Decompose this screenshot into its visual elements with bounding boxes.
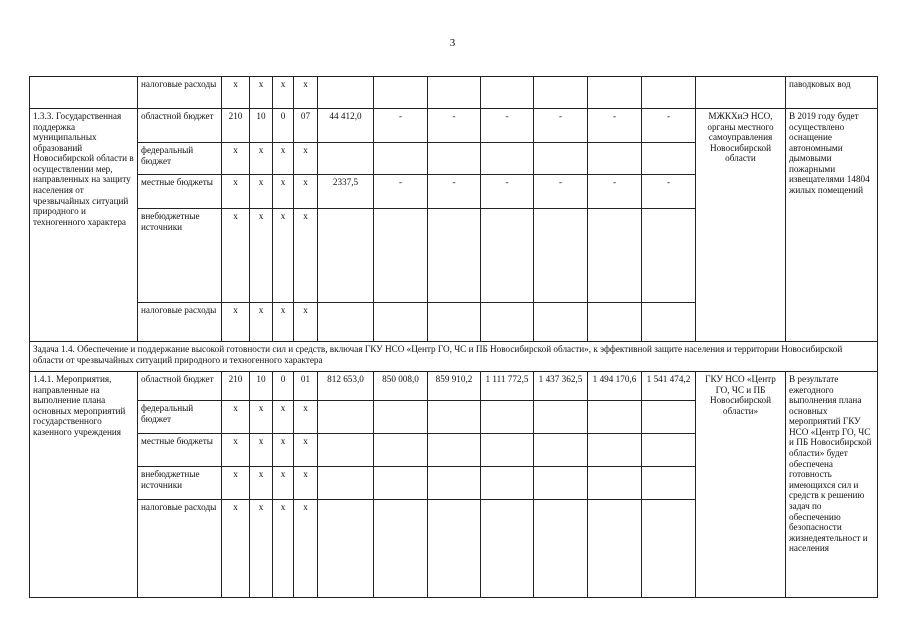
funding-source: местные бюджеты: [138, 434, 222, 467]
budget-code: х: [273, 209, 294, 303]
year-value: [534, 467, 588, 500]
funding-source: федеральный бюджет: [138, 143, 222, 175]
budget-code: х: [250, 401, 273, 434]
year-value: [318, 401, 374, 434]
expected-result: паводковых вод: [786, 77, 878, 109]
budget-code: х: [294, 434, 318, 467]
measure-title: [30, 77, 138, 109]
year-value: [534, 143, 588, 175]
expected-result: В 2019 году будет осуществлено оснащение автономными дымовыми пожарными извещателями 14804 жилых помещений: [786, 109, 878, 342]
year-value: -: [374, 109, 428, 143]
funding-source: внебюджетные источники: [138, 209, 222, 303]
funding-source: налоговые расходы: [138, 500, 222, 598]
budget-code: х: [250, 143, 273, 175]
year-value: 1 111 772,5: [481, 372, 534, 401]
year-value: [534, 209, 588, 303]
year-value: [642, 434, 696, 467]
year-value: -: [534, 109, 588, 143]
budget-code: х: [222, 434, 250, 467]
budget-code: 210: [222, 109, 250, 143]
table-body: [30, 77, 878, 598]
budget-code: х: [222, 401, 250, 434]
program-table: [29, 76, 878, 598]
executor: [696, 77, 786, 109]
budget-code: 10: [250, 372, 273, 401]
budget-code: х: [273, 401, 294, 434]
year-value: [534, 401, 588, 434]
budget-code: х: [294, 467, 318, 500]
year-value: [428, 467, 481, 500]
budget-code: х: [294, 175, 318, 209]
budget-code: х: [294, 77, 318, 109]
year-value: [428, 77, 481, 109]
executor: ГКУ НСО «Центр ГО, ЧС и ПБ Новосибирской области»: [696, 372, 786, 598]
measure-title: 1.4.1. Мероприятия, направленные на выполнение плана основных мероприятий государственного казенного учреждения: [30, 372, 138, 598]
year-value: [534, 77, 588, 109]
year-value: [318, 434, 374, 467]
year-value: -: [588, 175, 642, 209]
year-value: [428, 143, 481, 175]
year-value: [481, 434, 534, 467]
year-value: [374, 143, 428, 175]
budget-code: х: [273, 467, 294, 500]
year-value: [374, 209, 428, 303]
budget-code: х: [222, 143, 250, 175]
budget-code: х: [273, 434, 294, 467]
budget-code: х: [222, 467, 250, 500]
expected-result: В результате ежегодного выполнения плана основных мероприятий ГКУ НСО «Центр ГО, ЧС и ПБ Новосибирской области» будет обеспечена готовность имеющихся сил и средств к решению задач по обеспечению безопасности жизнедеятельност и населения: [786, 372, 878, 598]
year-value: [428, 401, 481, 434]
budget-code: х: [294, 500, 318, 598]
year-value: -: [642, 109, 696, 143]
budget-code: х: [273, 500, 294, 598]
budget-code: х: [294, 209, 318, 303]
budget-code: х: [250, 467, 273, 500]
year-value: 44 412,0: [318, 109, 374, 143]
year-value: 812 653,0: [318, 372, 374, 401]
year-value: [374, 467, 428, 500]
year-value: [428, 434, 481, 467]
task-heading: Задача 1.4. Обеспечение и поддержание высокой готовности сил и средств, включая ГКУ НСО «Центр ГО, ЧС и ПБ Новосибирской области», к эффективной защите населения и территории Новосибирской области от чрезвычайных ситуаций природного и техногенного характера: [30, 342, 878, 372]
funding-source: областной бюджет: [138, 109, 222, 143]
year-value: [642, 77, 696, 109]
budget-code: х: [250, 500, 273, 598]
table-row: [30, 77, 878, 109]
year-value: [588, 500, 642, 598]
year-value: [534, 500, 588, 598]
table-row: [30, 342, 878, 372]
budget-code: х: [222, 77, 250, 109]
funding-source: областной бюджет: [138, 372, 222, 401]
year-value: [588, 77, 642, 109]
table-row: [30, 109, 878, 143]
funding-source: налоговые расходы: [138, 77, 222, 109]
year-value: [481, 209, 534, 303]
year-value: 2337,5: [318, 175, 374, 209]
year-value: -: [588, 109, 642, 143]
year-value: [481, 303, 534, 342]
year-value: 1 494 170,6: [588, 372, 642, 401]
budget-code: х: [222, 209, 250, 303]
year-value: -: [534, 175, 588, 209]
budget-code: х: [294, 401, 318, 434]
budget-code: х: [250, 303, 273, 342]
funding-source: местные бюджеты: [138, 175, 222, 209]
budget-code: 0: [273, 109, 294, 143]
year-value: [642, 143, 696, 175]
year-value: -: [428, 109, 481, 143]
funding-source: налоговые расходы: [138, 303, 222, 342]
year-value: [481, 143, 534, 175]
year-value: [642, 401, 696, 434]
funding-source: внебюджетные источники: [138, 467, 222, 500]
year-value: 859 910,2: [428, 372, 481, 401]
year-value: [374, 434, 428, 467]
year-value: [642, 467, 696, 500]
budget-code: х: [250, 434, 273, 467]
budget-code: 10: [250, 109, 273, 143]
year-value: [374, 500, 428, 598]
year-value: [534, 303, 588, 342]
budget-code: х: [273, 143, 294, 175]
year-value: [588, 303, 642, 342]
year-value: [374, 77, 428, 109]
budget-code: х: [250, 175, 273, 209]
budget-code: х: [222, 303, 250, 342]
year-value: [642, 500, 696, 598]
budget-code: х: [273, 175, 294, 209]
year-value: [588, 401, 642, 434]
budget-code: х: [250, 209, 273, 303]
year-value: [428, 209, 481, 303]
year-value: [481, 500, 534, 598]
funding-source: федеральный бюджет: [138, 401, 222, 434]
year-value: [588, 143, 642, 175]
budget-code: х: [294, 143, 318, 175]
table-row: [30, 372, 878, 401]
budget-code: 07: [294, 109, 318, 143]
budget-code: х: [273, 77, 294, 109]
year-value: [374, 303, 428, 342]
year-value: [534, 434, 588, 467]
year-value: [318, 143, 374, 175]
year-value: [428, 303, 481, 342]
year-value: -: [428, 175, 481, 209]
year-value: -: [642, 175, 696, 209]
year-value: -: [481, 109, 534, 143]
year-value: [428, 500, 481, 598]
year-value: [588, 209, 642, 303]
year-value: [481, 77, 534, 109]
year-value: [588, 434, 642, 467]
year-value: [588, 467, 642, 500]
budget-code: 01: [294, 372, 318, 401]
year-value: [318, 209, 374, 303]
budget-code: х: [222, 500, 250, 598]
budget-code: 210: [222, 372, 250, 401]
year-value: 1 437 362,5: [534, 372, 588, 401]
year-value: 850 008,0: [374, 372, 428, 401]
year-value: [318, 77, 374, 109]
year-value: [642, 209, 696, 303]
year-value: -: [481, 175, 534, 209]
budget-code: х: [294, 303, 318, 342]
year-value: [481, 467, 534, 500]
year-value: [318, 303, 374, 342]
budget-code: х: [273, 303, 294, 342]
executor: МЖКХиЭ НСО, органы местного самоуправления Новосибирской области: [696, 109, 786, 342]
year-value: 1 541 474,2: [642, 372, 696, 401]
year-value: [642, 303, 696, 342]
year-value: [318, 467, 374, 500]
year-value: [374, 401, 428, 434]
page-number: 3: [449, 37, 456, 49]
budget-code: х: [222, 175, 250, 209]
budget-code: 0: [273, 372, 294, 401]
year-value: -: [374, 175, 428, 209]
year-value: [481, 401, 534, 434]
budget-code: х: [250, 77, 273, 109]
year-value: [318, 500, 374, 598]
measure-title: 1.3.3. Государственная поддержка муниципальных образований Новосибирской области в осуществлении мер, направленных на защиту населения от чрезвычайных ситуаций природного и техногенного характера: [30, 109, 138, 342]
